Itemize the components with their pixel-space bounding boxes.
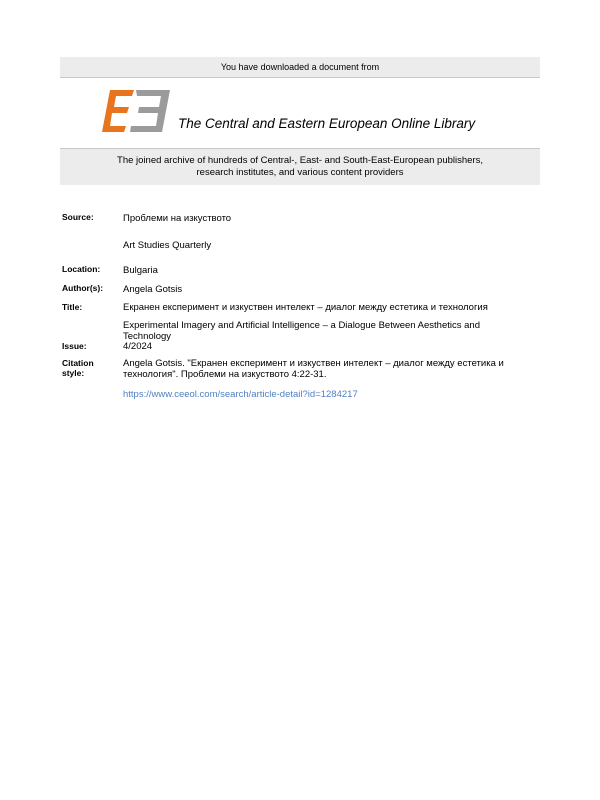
download-notice: You have downloaded a document from [60,57,540,78]
location-value: Bulgaria [123,265,158,276]
citation-label-line-1: Citation [62,358,94,368]
authors-label: Author(s): [62,283,104,293]
authors-value: Angela Gotsis [123,284,183,295]
location-label: Location: [62,264,101,274]
library-header [60,78,540,149]
library-title: The Central and Eastern European Online Library [178,116,476,131]
title-value: Екранен експеримент и изкуствен интелект – диалог между естетика и технология [123,302,488,313]
article-link[interactable]: https://www.ceeol.com/search/article-detail?id=1284217 [123,389,358,400]
citation-value: Angela Gotsis. "Екранен експеримент и изкуствен интелект – диалог между естетика и технология". Проблеми на изкуството 4:22-31. [123,358,504,380]
ceeol-logo-icon [100,88,174,134]
source-alt-value: Art Studies Quarterly [123,240,212,251]
title-alt-value: Experimental Imagery and Artificial Intelligence – a Dialogue Between Aesthetics and Technology [123,320,480,342]
description-line-2: research institutes, and various content providers [196,167,404,178]
source-label: Source: [62,212,94,222]
citation-label-line-2: style: [62,368,85,378]
issue-value: 4/2024 [123,341,153,352]
source-value: Проблеми на изкуството [123,213,232,224]
issue-label: Issue: [62,341,87,351]
library-description [60,149,540,179]
description-line-1: The joined archive of hundreds of Central-, East- and South-East-European publishers, [117,155,483,166]
title-label: Title: [62,302,83,312]
ceeol-banner [60,57,540,185]
